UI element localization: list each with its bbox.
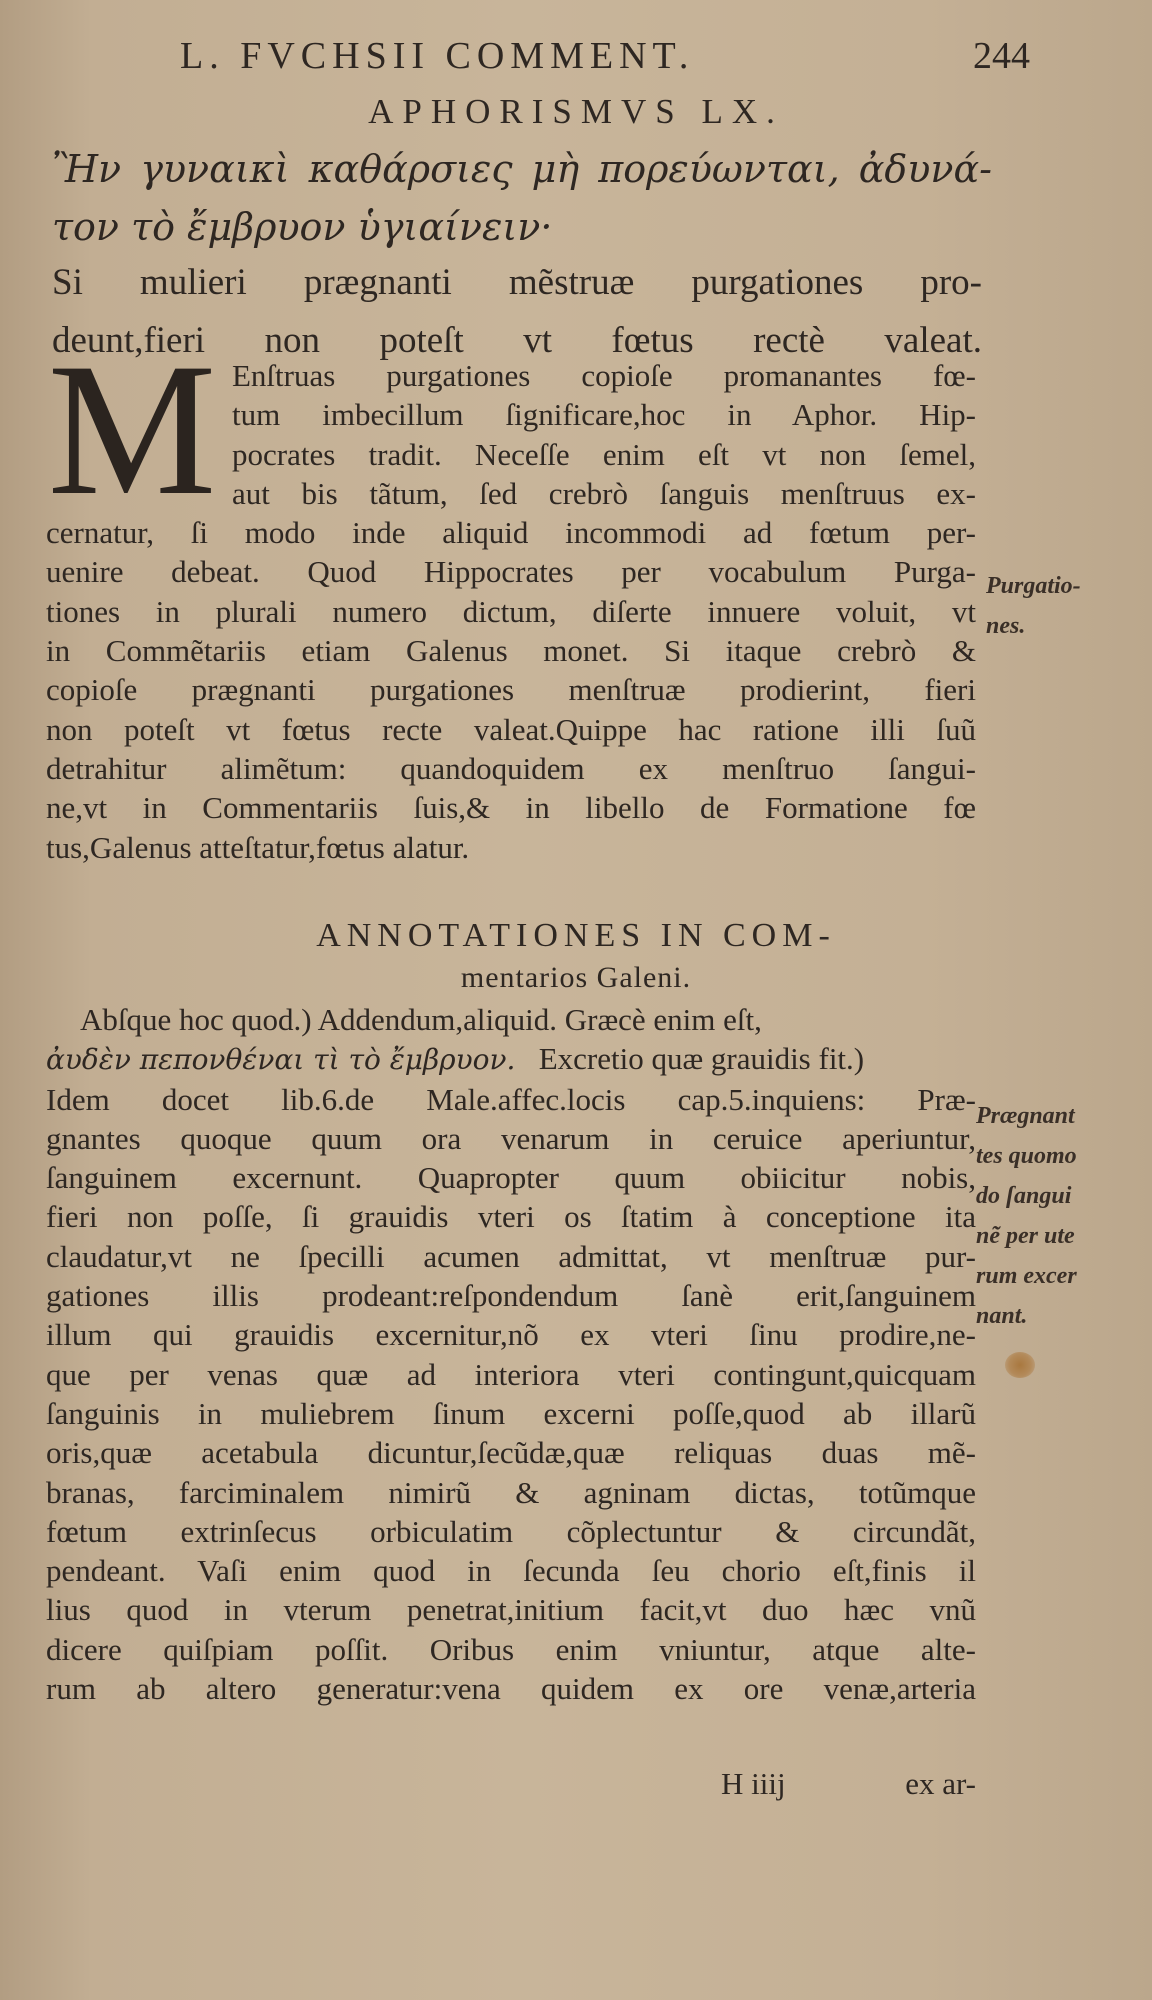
commentary-line: cernatur, ſi modo inde aliquid incommodi ad fœtum per- <box>46 515 976 551</box>
running-title: L. FVCHSII COMMENT. <box>180 35 695 77</box>
signature-mark: H iiij <box>721 1766 786 1801</box>
annotation-line: ſanguinem excernunt. Quapropter quum obiicitur nobis, <box>46 1160 976 1196</box>
marginal-line: rum excer <box>976 1263 1077 1289</box>
annotation-line: oris,quæ acetabula dicuntur,ſecũdæ,quæ reliquas duas mẽ- <box>46 1435 976 1471</box>
annotation-line: lius quod in vterum penetrat,initium facit,vt duo hæc vnũ <box>46 1592 976 1628</box>
latin-line: Si mulieri prægnanti mẽstruæ purgationes pro- <box>52 262 982 303</box>
annotation-line: Abſque hoc quod.) Addendum,aliquid. Græcè enim eſt, <box>80 1002 762 1037</box>
annotation-greek: ἀυδὲν πεπονθέναι τὶ τὸ ἔμβρυον. <box>46 1043 516 1077</box>
annotation-line: fœtum extrinſecus orbiculatim cõplectuntur & circundãt, <box>46 1513 976 1549</box>
commentary-line: tum imbecillum ſignificare,hoc in Aphor. Hip- <box>232 397 976 433</box>
marginal-line: nant. <box>976 1303 1028 1329</box>
annotation-line: claudatur,vt ne ſpecilli acumen admittat, vt menſtruæ pur- <box>46 1238 976 1274</box>
commentary-line: uenire debeat. Quod Hippocrates per vocabulum Purga- <box>46 554 976 590</box>
commentary-line: copioſe prægnanti purgationes menſtruæ prodierint, fieri <box>46 672 976 708</box>
catchword: ex ar- <box>905 1766 976 1801</box>
commentary-line: aut bis tãtum, ſed crebrò ſanguis menſtruus ex- <box>232 475 976 511</box>
marginal-line: nẽ per ute <box>976 1223 1075 1249</box>
marginal-line: nes. <box>986 613 1026 639</box>
annotations-heading <box>0 915 1152 999</box>
paper-stain <box>1005 1352 1035 1378</box>
annotation-line: gnantes quoque quum ora venarum in ceruice aperiuntur, <box>46 1120 976 1156</box>
annotation-line: Idem docet lib.6.de Male.affec.locis cap.5.inquiens: Præ- <box>46 1081 976 1117</box>
annotation-line <box>46 1039 976 1079</box>
commentary-text <box>46 356 976 867</box>
running-header <box>180 34 1050 84</box>
page-footer <box>46 1766 976 1806</box>
commentary-line: Enſtruas purgationes copioſe promanantes fœ- <box>232 358 976 393</box>
annotation-latin: Excretio quæ grauidis fit.) <box>538 1041 865 1077</box>
greek-line: τον τὸ ἔμβρυον ὑγιαίνειν· <box>52 205 553 249</box>
aphorism-latin <box>52 254 982 370</box>
commentary-line: pocrates tradit. Neceſſe enim eſt vt non ſemel, <box>232 436 976 472</box>
commentary-line: non poteſt vt fœtus recte valeat.Quippe hac ratione illi ſuũ <box>46 711 976 747</box>
drop-cap-initial: M <box>47 356 217 504</box>
marginal-line: tes quomo <box>976 1143 1077 1169</box>
annotation-line: que per venas quæ ad interiora vteri contingunt,quicquam <box>46 1356 976 1392</box>
marginal-note-purgationes <box>986 566 1081 646</box>
aphorism-greek <box>52 140 992 256</box>
commentary-line: in Commẽtariis etiam Galenus monet. Si itaque crebrò & <box>46 633 976 669</box>
annotation-line: branas, farciminalem nimirũ & agninam dictas, totũmque <box>46 1474 976 1510</box>
annotation-line: pendeant. Vaſi enim quod in ſecunda ſeu chorio eſt,finis il <box>46 1553 976 1589</box>
commentary-line: tus,Galenus atteſtatur,fœtus alatur. <box>46 829 470 865</box>
marginal-line: Purgatio- <box>986 573 1081 599</box>
annotations-title: ANNOTATIONES IN COM- <box>316 917 836 954</box>
folio-number: 244 <box>973 35 1030 77</box>
latin-line: deunt,fieri non poteſt vt fœtus rectè valeat. <box>52 320 982 361</box>
commentary-line: tiones in plurali numero dictum, diſerte innuere voluit, vt <box>46 593 976 629</box>
commentary-line: detrahitur alimẽtum: quandoquidem ex menſtruo ſangui- <box>46 750 976 786</box>
annotation-line: rum ab altero generatur:vena quidem ex ore venæ,arteria <box>46 1671 976 1707</box>
annotations-subtitle: mentarios Galeni. <box>460 961 692 994</box>
annotation-line: fieri non poſſe, ſi grauidis vteri os ſtatim à conceptione ita <box>46 1199 976 1235</box>
aphorism-heading: APHORISMVS LX. <box>368 92 784 131</box>
annotation-line: dicere quiſpiam poſſit. Oribus enim vniuntur, atque alte- <box>46 1631 976 1667</box>
commentary-line: ne,vt in Commentariis ſuis,& in libello de Formatione fœ <box>46 790 976 826</box>
annotation-line: ſanguinis in muliebrem ſinum excerni poſſe,quod ab illarũ <box>46 1395 976 1431</box>
annotations-text <box>46 1000 976 1708</box>
marginal-line: Prægnant <box>976 1103 1075 1129</box>
marginal-line: do ſangui <box>976 1183 1072 1209</box>
marginal-note-praegnantes <box>976 1096 1077 1336</box>
greek-line: Ἢν γυναικὶ καθάρσιες μὴ πορεύωνται, ἀδυνά- <box>52 147 992 191</box>
annotation-line: gationes illis prodeant:reſpondendum ſanè erit,ſanguinem <box>46 1278 976 1314</box>
annotation-line: illum qui grauidis excernitur,nõ ex vteri ſinu prodire,ne- <box>46 1317 976 1353</box>
